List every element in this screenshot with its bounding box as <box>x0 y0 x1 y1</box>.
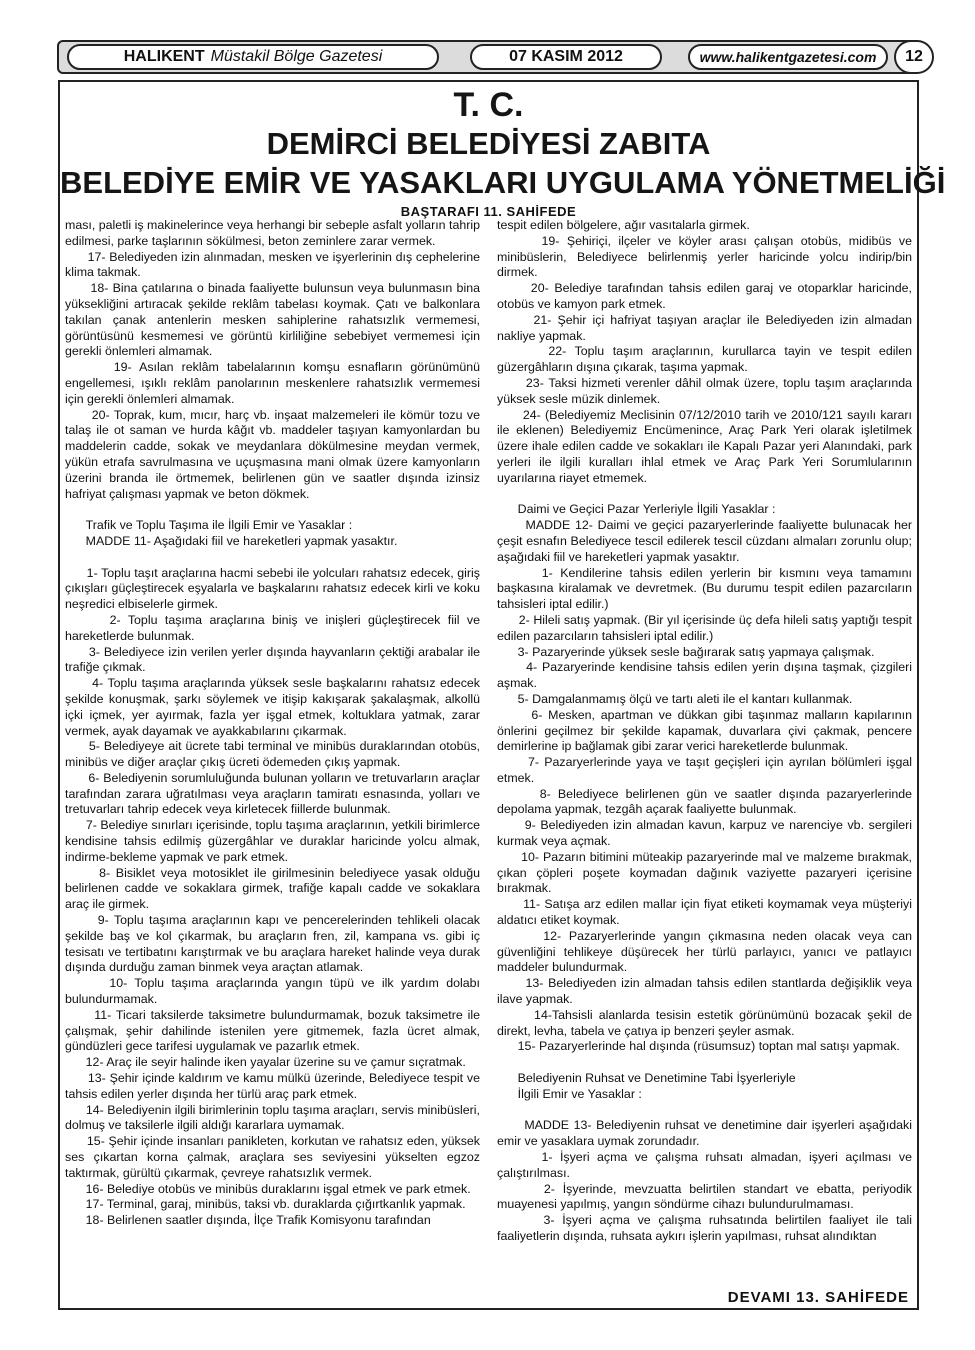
title-line-1: T. C. <box>453 86 524 124</box>
article-frame <box>58 80 946 1310</box>
page-number: 12 <box>894 40 934 74</box>
continued-to-label: DEVAMI 13. SAHİFEDE <box>727 1289 909 1306</box>
paper-name: HALIKENT <box>123 48 205 65</box>
title-line-3: BELEDİYE EMİR VE YASAKLARI UYGULAMA YÖNETMELİĞİ <box>60 165 946 200</box>
paper-name-pill <box>67 44 439 70</box>
paper-subtitle: Müstakil Bölge Gazetesi <box>210 48 383 65</box>
left-column-text: ması, paletli iş makinelerince veya herhangi bir sebeple asfalt yolların tahrip edilmesi, parke taşlarının sökülmesi, beton zeminlere zarar vermek. 17- Belediyeden izin alınmadan, mesken ve işyerlerinin dış cephelerine klima takmak. 18- Bina çatılarına o binada faaliyette bulunsun veya bulunmasın bina yüksekliğini artıracak şekilde reklâm tabelası koymak. Çatı ve balkonlara takılan çanak antenlerin mesken sahiplerine rahatsızlık vermemesi, görüntüsünü kesmemesi ve görüntü kirliliğine sebebiyet vermemesi için gerekli önlemleri almamak. 19- Asılan reklâm tabelalarının komşu esnafların görünümünü engellemesi, ışıklı reklâm panolarının meskenlere rahatsızlık vermemesi için gerekli önlemleri almamak. 20- Toprak, kum, mıcır, harç vb. inşaat malzemeleri ile kömür tozu ve talaş ile ot saman ve hurda kâğıt vb. maddeler taşıyan kamyonlardan bu maddelerin cadde, sokak ve meydanlara dökülmesine meydan vermek, yükün etrafa savrulmasına ve uçuşmasına mani olmak üzere kamyonların üzerini branda ile örtmemek, belirlenen gün ve saatler dışında izinsiz hafriyat çalışması yapmak ve beton dökmek. Trafik ve Toplu Taşıma ile İlgili Emir ve Yasaklar : MADDE 11- Aşağıdaki fiil ve hareketleri yapmak yasaktır. 1- Toplu taşıt araçlarına hacmi sebebi ile yolcuları rahatsız edecek, giriş çıkışları güçleştirecek eşyalarla ve başkalarını rahatsız edecek kirli ve koku neşredici elbiselerle girmek. 2- Toplu taşıma araçlarına biniş ve inişleri güçleştirecek fiil ve hareketlerde bulunmak. 3- Belediyece izin verilen yerler dışında hayvanların çektiği arabalar ile trafiğe çıkmak. 4- Toplu taşıma araçlarında yüksek sesle başkalarını rahatsız edecek şekilde konuşmak, şarkı söylemek ve itişip kakışarak şakalaşmak, alkollü içki içmek, yer ayırmak, fazla yer işgal etmek, koltuklara yatmak, zarar vermek, ayak dayamak ve ayakkabılarını çıkarmak. 5- Belediyeye ait ücrete tabi terminal ve minibüs duraklarından otobüs, minibüs ve diğer araçlar çıkış ücreti ödemeden çıkış yapmak. 6- Belediyenin sorumluluğunda bulunan yolların ve tretuvarların araçlar tarafından zarara uğratılması veya araçların tamiratı esnasında, yolları ve tretuvarları tahrip edecek veya kirletecek fiillerde bulunmak. 7- Belediye sınırları içerisinde, toplu taşıma araçlarının, yetkili birimlerce kendisine tahsis edilmiş güzergâhlar ve duraklar haricinde yolcu almak, indirme-bekleme yapmak ve park etmek. 8- Bisiklet veya motosiklet ile girilmesinin belediyece yasak olduğu belirlenen cadde ve sokaklara girmek, trafiğe kapalı cadde ve sokaklara araç ile girmek. 9- Toplu taşıma araçlarının kapı ve pencerelerinden tehlikeli olacak şekilde baş ve kol çıkarmak, bu araçların fren, zil, kampana vs. gibi iç tesisatı ve tertibatını karıştırmak ve bu araçlara hareket halinde veya durak dışında durduğu zaman binmek veya araçtan atlamak. 10- Toplu taşıma araçlarında yangın tüpü ve ilk yardım dolabı bulundurmamak. 11- Ticari taksilerde taksimetre bulundurmamak, bozuk taksimetre ile çalışmak, şehir dahilinde istenilen yere gitmemek, fazla ücret almak, gündüzleri gece tarifesi uygulamak ve pazarlık etmek. 12- Araç ile seyir halinde iken yayalar üzerine su ve çamur sıçratmak. 13- Şehir içinde kaldırım ve kamu mülkü üzerinde, Belediyece tespit ve tahsis edilen yerler dışında her türlü araç park etmek. 14- Belediyenin ilgili birimlerinin toplu taşıma araçları, servis minibüsleri, dolmuş ve taksilerle ilgili aldığı kararlara uymamak. 15- Şehir içinde insanları panikleten, korkutan ve rahatsız eden, yüksek ses çıkartan korna çalmak, araçlara ses seviyesini yükselten egzoz taktırmak, gürültü çıkarmak, çevreye rahatsızlık vermek. 16- Belediye otobüs ve minibüs duraklarını işgal etmek ve park etmek. 17- Terminal, garaj, minibüs, taksi vb. duraklarda çığırtkanlık yapmak. 18- Belirlenen saatler dışında, İlçe Trafik Komisyonu tarafından <box>65 218 481 1228</box>
masthead-bar <box>57 40 923 74</box>
website-link[interactable]: www.halikentgazetesi.com <box>688 44 888 70</box>
issue-date: 07 KASIM 2012 <box>470 44 662 70</box>
continued-from-label: BAŞTARAFI 11. SAHİFEDE <box>400 204 577 219</box>
title-line-2: DEMİRCİ BELEDİYESİ ZABITA <box>266 126 711 161</box>
right-column-text: tespit edilen bölgelere, ağır vasıtalarla girmek. 19- Şehiriçi, ilçeler ve köyler arası çalışan otobüs, midibüs ve minibüslerin, Belediyece belirlenmiş yerler haricinde yolcu indirip/bin dirmek. 20- Belediye tarafından tahsis edilen garaj ve otoparklar haricinde, otobüs ve kamyon park etmek. 21- Şehir içi hafriyat taşıyan araçlar ile Belediyeden izin almadan nakliye yapmak. 22- Toplu taşım araçlarının, kurullarca tayin ve tespit edilen güzergâhların dışına çıkarak, taşıma yapmak. 23- Taksi hizmeti verenler dâhil olmak üzere, toplu taşım araçlarında yüksek sesle müzik dinlemek. 24- (Belediyemiz Meclisinin 07/12/2010 tarih ve 2010/121 sayılı kararı ile eklenen) Belediyemiz Encümenince, Araç Park Yeri olarak işletilmek üzere ihale edilen cadde ve sokakları ile Kapalı Pazar yeri Alanındaki, park yerleri ile ilgili kuralları ihlal etmek ve Araç Park Yeri Sorumlularının uyarılarına riayet etmemek. Daimi ve Geçici Pazar Yerleriyle İlgili Yasaklar : MADDE 12- Daimi ve geçici pazaryerlerinde faaliyette bulunacak her çeşit esnafın Belediyece tescil edilerek tescil cüzdanı almaları zorunlu olup; aşağıdaki fiil ve hareketleri yapmak yasaktır. 1- Kendilerine tahsis edilen yerlerin bir kısmını veya tamamını başkasına kiralamak ve devretmek. (Bu durumu tespit edilen pazarcıların tahsisleri iptal edilir.) 2- Hileli satış yapmak. (Bir yıl içerisinde üç defa hileli satış yaptığı tespit edilen pazarcıların tahsisleri iptal edilir.) 3- Pazaryerinde yüksek sesle bağırarak satış yapmaya çalışmak. 4- Pazaryerinde kendisine tahsis edilen yerin dışına taşmak, çizgileri aşmak. 5- Damgalanmamış ölçü ve tartı aleti ile el kantarı kullanmak. 6- Mesken, apartman ve dükkan gibi taşınmaz malların kapılarının önlerini geçilmez bir şekilde kapamak, duvarlara çivi çakmak, pencere demirlerine ip bağlamak gibi zarar verici hareketlerde bulunmak. 7- Pazaryerlerinde yaya ve taşıt geçişleri için ayrılan bölümleri işgal etmek. 8- Belediyece belirlenen gün ve saatler dışında pazaryerlerinde depolama yapmak, tezgâh açarak faaliyette bulunmak. 9- Belediyeden izin almadan kavun, karpuz ve narenciye vb. sergileri kurmak veya açmak. 10- Pazarın bitimini müteakip pazaryerinde mal ve malzeme bırakmak, çıkan çöpleri poşete koymadan dağınık vaziyette pazaryeri içerisine bırakmak. 11- Satışa arz edilen mallar için fiyat etiketi koymamak veya müşteriyi aldatıcı etiket koymak. 12- Pazaryerlerinde yangın çıkmasına neden olacak veya can güvenliğini tehlikeye düşürecek her türlü parlayıcı, yanıcı ve patlayıcı maddeler bulundurmak. 13- Belediyeden izin almadan tahsis edilen stantlarda değişiklik veya ilave yapmak. 14-Tahsisli alanlarda tesisin estetik görünümünü bozacak şekil de direkt, levha, tabela ve çatıya ip benzeri şeyler asmak. 15- Pazaryerlerinde hal dışında (rüsumsuz) toptan mal satışı yapmak. Belediyenin Ruhsat ve Denetimine Tabi İşyerleriyle İlgili Emir ve Yasaklar : MADDE 13- Belediyenin ruhsat ve denetimine dair işyerleri aşağıdaki emir ve yasaklara uymak zorundadır. 1- İşyeri açma ve çalışma ruhsatı almadan, işyeri açılması ve çalıştırılması. 2- İşyerinde, mevzuatta belirtilen standart ve ebatta, periyodik muayenesi yapılmış, yangın söndürme cihazı bulundurulmaması. 3- İşyeri açma ve çalışma ruhsatında belirtilen faaliyet ile tali faaliyetlerin dışında, ruhsata aykırı işlerin yapılması, ruhsat alındıktan <box>497 218 913 1243</box>
